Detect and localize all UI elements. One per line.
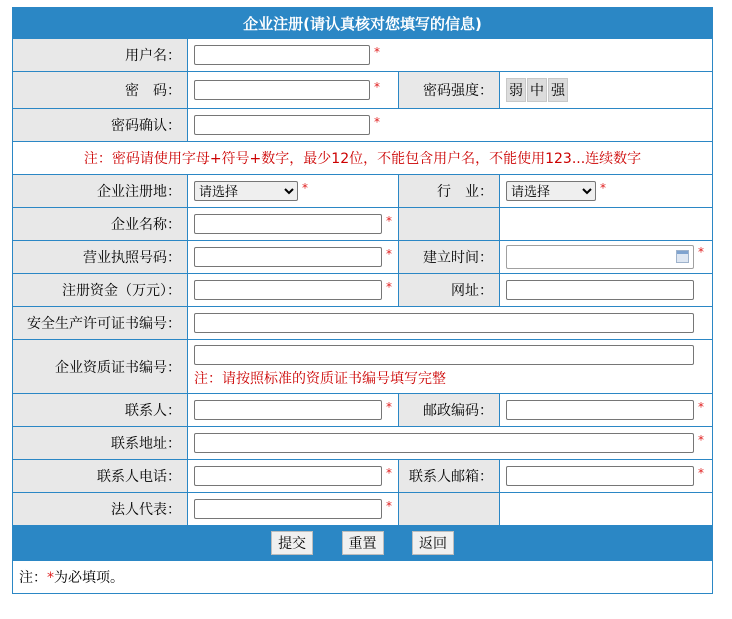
region-label: 企业注册地：: [13, 175, 188, 208]
empty-cell: [399, 493, 500, 526]
contact-input[interactable]: [194, 400, 382, 420]
footnote-suffix: 为必填项。: [54, 570, 124, 586]
required-mark: *: [698, 400, 704, 414]
empty-cell: [500, 208, 713, 241]
reset-button[interactable]: 重置: [342, 531, 384, 555]
username-label: 用户名：: [13, 39, 188, 72]
footnote-prefix: 注：: [19, 570, 47, 586]
qual-cert-input[interactable]: [194, 345, 694, 365]
required-mark: *: [47, 570, 54, 586]
website-input[interactable]: [506, 280, 694, 300]
password-strength-label: 密码强度：: [399, 72, 500, 109]
legal-rep-input[interactable]: [194, 499, 382, 519]
founded-date-picker[interactable]: [506, 245, 694, 269]
founded-label: 建立时间：: [399, 241, 500, 274]
founded-date-input[interactable]: [506, 245, 694, 269]
required-mark: *: [374, 80, 380, 94]
password-strength-meter: [506, 78, 568, 102]
password-rule-note: 注：密码请使用字母+符号+数字，最少12位，不能包含用户名，不能使用123...连续数字: [13, 142, 713, 175]
phone-label: 联系人电话：: [13, 460, 188, 493]
license-no-input[interactable]: [194, 247, 382, 267]
username-input[interactable]: [194, 45, 370, 65]
required-mark: *: [374, 115, 380, 129]
safety-cert-label: 安全生产许可证书编号：: [13, 307, 188, 340]
required-mark: *: [386, 400, 392, 414]
form-title: 企业注册(请认真核对您填写的信息): [13, 8, 713, 39]
calendar-icon[interactable]: [676, 250, 689, 263]
back-button[interactable]: 返回: [412, 531, 454, 555]
required-mark: *: [698, 433, 704, 447]
phone-input[interactable]: [194, 466, 382, 486]
required-mark: *: [386, 466, 392, 480]
required-mark: *: [698, 245, 704, 259]
empty-cell: [399, 208, 500, 241]
company-name-label: 企业名称：: [13, 208, 188, 241]
website-label: 网址：: [399, 274, 500, 307]
contact-label: 联系人：: [13, 394, 188, 427]
required-mark: *: [302, 181, 308, 195]
qual-cert-label: 企业资质证书编号：: [13, 340, 188, 394]
address-input[interactable]: [194, 433, 694, 453]
postcode-label: 邮政编码：: [399, 394, 500, 427]
required-mark: *: [386, 247, 392, 261]
required-mark: *: [386, 214, 392, 228]
required-mark: *: [698, 466, 704, 480]
required-mark: *: [386, 280, 392, 294]
license-no-label: 营业执照号码：: [13, 241, 188, 274]
required-mark: *: [374, 45, 380, 59]
required-footnote: [13, 561, 713, 594]
button-bar: [13, 526, 713, 561]
qual-cert-note: 注：请按照标准的资质证书编号填写完整: [194, 371, 446, 387]
region-select[interactable]: [194, 181, 298, 201]
legal-rep-label: 法人代表：: [13, 493, 188, 526]
email-label: 联系人邮箱：: [399, 460, 500, 493]
strength-strong: 强: [548, 78, 568, 102]
capital-label: 注册资金（万元）：: [13, 274, 188, 307]
email-input[interactable]: [506, 466, 694, 486]
capital-input[interactable]: [194, 280, 382, 300]
required-mark: *: [600, 181, 606, 195]
safety-cert-input[interactable]: [194, 313, 694, 333]
strength-weak: 弱: [506, 78, 526, 102]
industry-label: 行 业：: [399, 175, 500, 208]
registration-form: [12, 7, 713, 594]
postcode-input[interactable]: [506, 400, 694, 420]
company-name-input[interactable]: [194, 214, 382, 234]
password-label: 密 码：: [13, 72, 188, 109]
submit-button[interactable]: 提交: [271, 531, 313, 555]
strength-medium: 中: [527, 78, 547, 102]
password-input[interactable]: [194, 80, 370, 100]
password-confirm-label: 密码确认：: [13, 109, 188, 142]
empty-cell: [500, 493, 713, 526]
industry-select[interactable]: [506, 181, 596, 201]
address-label: 联系地址：: [13, 427, 188, 460]
required-mark: *: [386, 499, 392, 513]
password-confirm-input[interactable]: [194, 115, 370, 135]
